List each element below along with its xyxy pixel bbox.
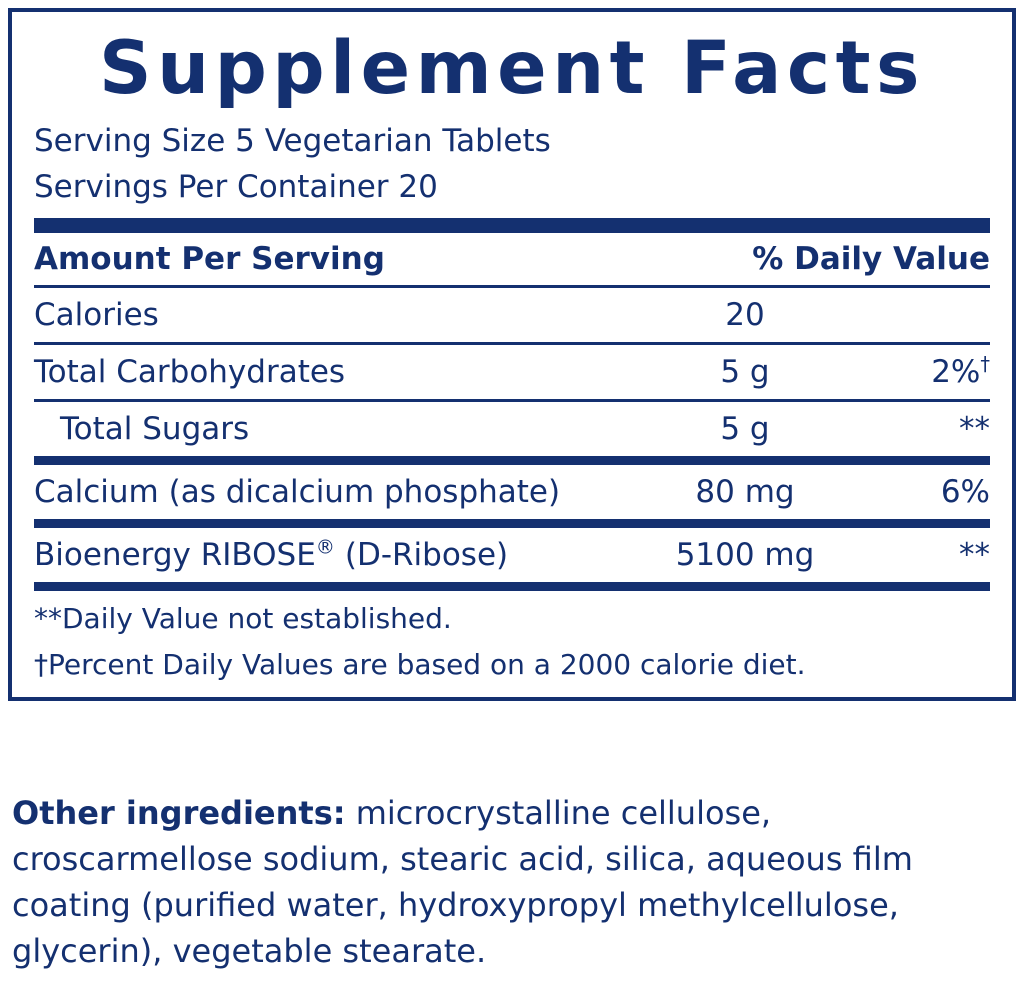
- rule-thick-top: [34, 218, 990, 233]
- nutrient-name-suffix: (D-Ribose): [335, 537, 509, 573]
- rule-med-2: [34, 519, 990, 528]
- amount-per-serving-label: Amount Per Serving: [34, 241, 385, 277]
- table-row: [34, 288, 990, 342]
- other-ingredients-text: microcrystalline cellulose, croscarmellose sodium, stearic acid, silica, aqueous film coating (purified water, hydroxypropyl methylcellulose, glycerin), vegetable stearate.: [12, 794, 913, 970]
- footnote-percent-daily-values: †Percent Daily Values are based on a 2000 calorie diet.: [34, 648, 806, 681]
- nutrient-daily-value: **: [959, 411, 990, 447]
- table-header-row: [34, 233, 990, 285]
- nutrient-amount: 5100 mg: [675, 537, 815, 573]
- table-row: [34, 465, 990, 519]
- table-row: [34, 402, 990, 456]
- nutrient-amount: 80 mg: [695, 474, 795, 510]
- nutrient-name: Total Carbohydrates: [34, 354, 346, 390]
- registered-trademark-symbol: ®: [315, 535, 335, 559]
- nutrient-name: [34, 528, 650, 582]
- rule-med-1: [34, 456, 990, 465]
- nutrient-amount: 5 g: [720, 354, 770, 390]
- nutrient-name: Calcium (as dicalcium phosphate): [34, 474, 561, 510]
- nutrient-name-main: Bioenergy RIBOSE: [34, 537, 316, 573]
- nutrient-amount: 20: [725, 297, 765, 333]
- daily-value-text: 2%: [931, 354, 981, 390]
- other-ingredients: [12, 790, 1002, 974]
- other-ingredients-label: Other ingredients:: [12, 794, 346, 832]
- serving-size-line: Serving Size 5 Vegetarian Tablets: [34, 123, 551, 159]
- dagger-symbol: †: [980, 352, 990, 376]
- footnote-daily-value-not-established: **Daily Value not established.: [34, 602, 452, 635]
- nutrient-amount: 5 g: [720, 411, 770, 447]
- table-row: [34, 528, 990, 582]
- servings-per-container-line: Servings Per Container 20: [34, 169, 438, 205]
- nutrient-name: Total Sugars: [60, 411, 250, 447]
- daily-value-label: % Daily Value: [752, 241, 990, 277]
- nutrient-daily-value: **: [959, 537, 990, 573]
- panel-title: Supplement Facts: [99, 26, 925, 111]
- nutrient-daily-value: [840, 345, 990, 399]
- table-row: [34, 345, 990, 399]
- supplement-facts-panel: [8, 8, 1016, 701]
- nutrient-name: Calories: [34, 297, 159, 333]
- nutrient-daily-value: 6%: [940, 474, 990, 510]
- rule-med-3: [34, 582, 990, 591]
